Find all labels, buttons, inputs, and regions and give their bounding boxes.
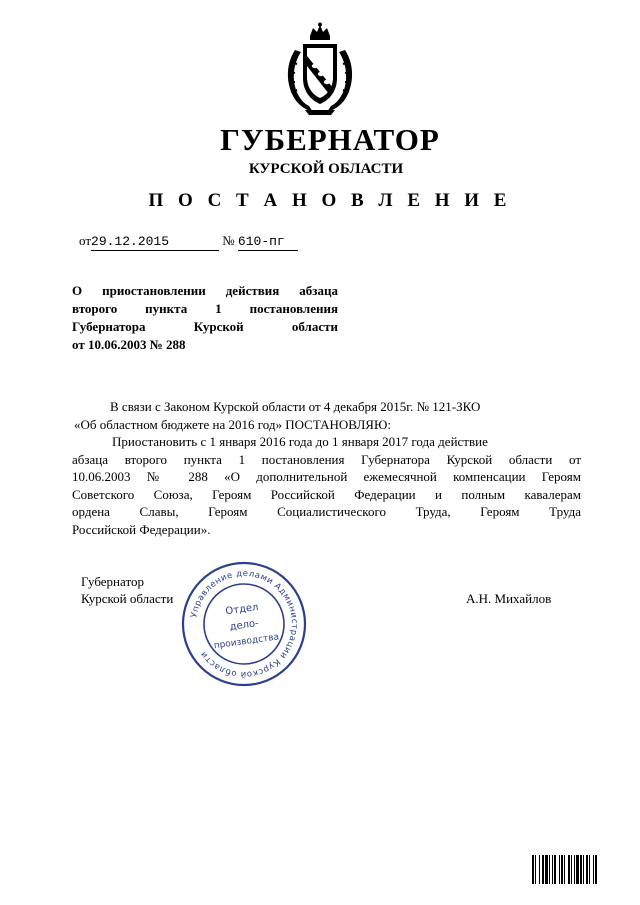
body-line: Российской Федерации». <box>72 521 211 537</box>
document-date: 29.12.2015 <box>91 234 170 249</box>
region-title: КУРСКОЙ ОБЛАСТИ <box>248 161 404 177</box>
document-type: П О С Т А Н О В Л Е Н И Е <box>148 190 512 211</box>
svg-text:дело-: дело- <box>228 618 260 633</box>
issuer-title: ГУБЕРНАТОР <box>220 122 440 157</box>
document-subject <box>72 282 338 354</box>
svg-text:Управление делами Администраци: Управление делами Администрации Курской области <box>189 568 300 680</box>
body-line: ордена Славы, Героям Социалистического Труда, Героям Труда <box>72 504 581 519</box>
subject-line: второго пункта 1 постановления <box>72 301 338 316</box>
body-line: 10.06.2003 № 288 «О дополнительной ежемесячной компенсации Героям <box>72 469 581 484</box>
subject-line: от 10.06.2003 № 288 <box>72 337 186 352</box>
date-prefix: от <box>79 233 92 248</box>
body-line: Приостановить с 1 января 2016 года до 1 января 2017 года действие <box>112 434 488 449</box>
coat-of-arms-icon <box>283 22 357 118</box>
body-line: В связи с Законом Курской области от 4 декабря 2015г. № 121-ЗКО <box>110 399 481 414</box>
barcode-icon <box>532 855 626 884</box>
signatory-name: А.Н. Михайлов <box>466 591 552 606</box>
body-line: абзаца второго пункта 1 постановления Губернатора Курской области от <box>72 451 581 467</box>
position-line: Губернатор <box>81 574 144 589</box>
body-line: «Об областном бюджете на 2016 год» ПОСТАНОВЛЯЮ: <box>74 416 391 432</box>
registration-line <box>79 233 298 251</box>
position-line: Курской области <box>81 591 174 606</box>
signatory-position <box>81 573 173 607</box>
subject-line: О приостановлении действия абзаца <box>72 283 338 298</box>
number-sign: № <box>222 233 235 248</box>
svg-text:производства: производства <box>213 632 280 652</box>
document-number: 610-пг <box>237 234 285 249</box>
subject-line: Губернатора Курской области <box>72 319 338 334</box>
svg-text:Отдел: Отдел <box>224 601 260 618</box>
body-line: Советского Союза, Героям Российской Федерации и полным кавалерам <box>72 486 581 502</box>
official-stamp <box>180 560 308 688</box>
document-body <box>72 398 581 538</box>
